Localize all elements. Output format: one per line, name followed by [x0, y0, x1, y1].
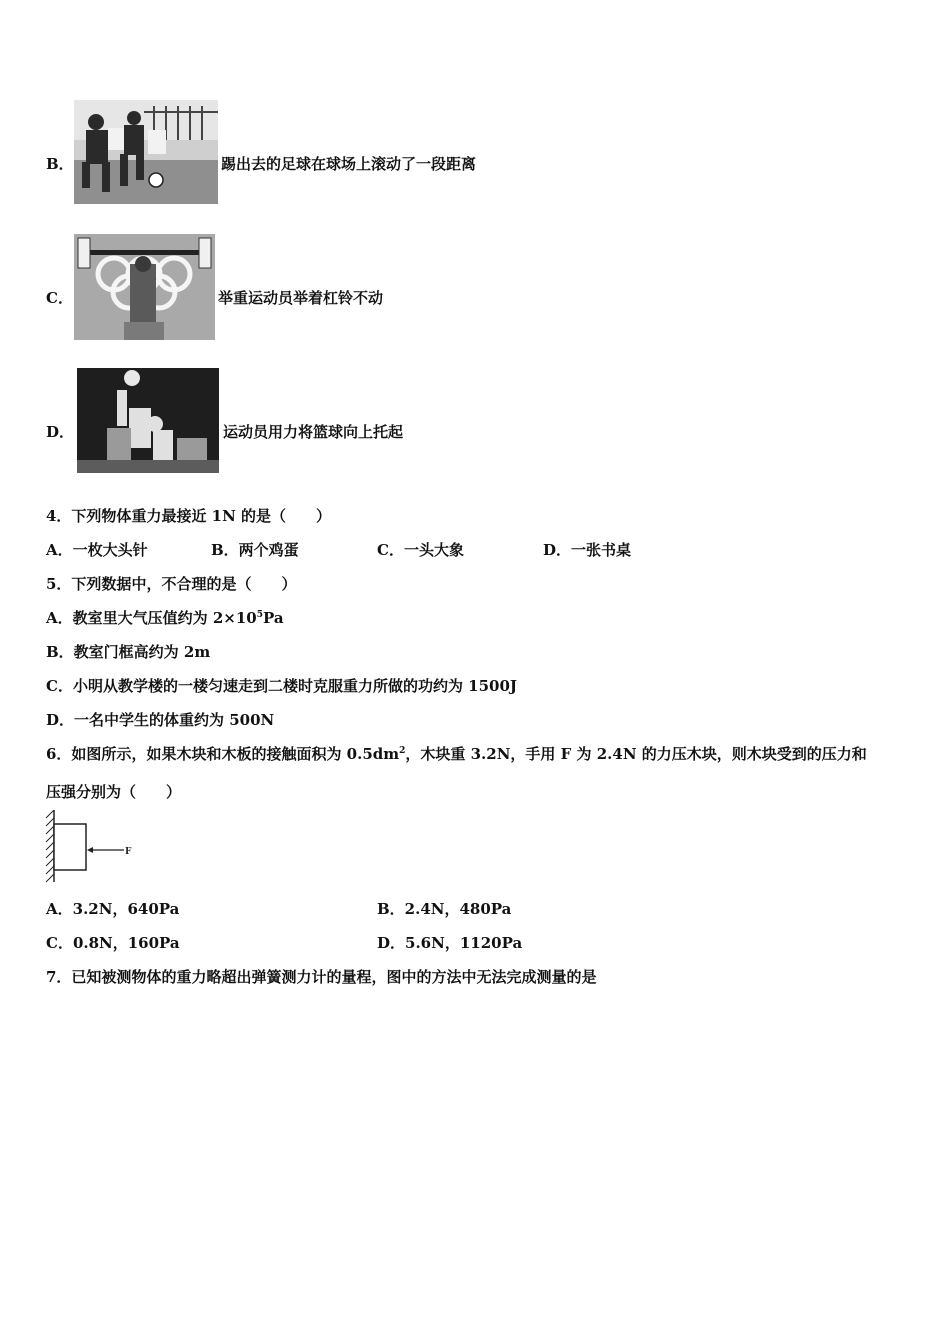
weightlifter-photo-icon	[74, 234, 215, 340]
q6-stem-line2: 压强分别为（ ）	[46, 783, 182, 801]
q3-option-d-letter: D．	[46, 423, 75, 441]
q3-option-d-text: 运动员用力将篮球向上托起	[223, 423, 404, 441]
q5-option-a-unit: Pa	[263, 609, 284, 627]
q4-stem: 4．下列物体重力最接近 1N 的是（ ）	[46, 507, 332, 525]
q4-option-d: D．一张书桌	[543, 541, 632, 559]
q6-option-c: C．0.8N，160Pa	[46, 934, 180, 952]
q6-force-diagram	[44, 810, 134, 884]
basketball-photo-icon	[77, 368, 219, 473]
q6-option-d: D．5.6N，1120Pa	[377, 934, 523, 952]
q5-option-d: D．一名中学生的体重约为 500N	[46, 711, 275, 729]
q6-diagram-block	[54, 824, 86, 870]
soccer-photo-icon	[74, 100, 218, 204]
q6-diagram-force-label: F	[125, 847, 132, 857]
q4-option-b: B．两个鸡蛋	[211, 541, 299, 559]
q5-stem: 5．下列数据中，不合理的是（ ）	[46, 575, 297, 593]
q6-stem-line1	[46, 743, 867, 764]
q5-option-a	[46, 607, 284, 628]
q7-stem: 7．已知被测物体的重力略超出弹簧测力计的量程，图中的方法中无法完成测量的是	[46, 968, 597, 986]
q6-option-b: B．2.4N，480Pa	[377, 900, 512, 918]
q4-option-a: A．一枚大头针	[46, 541, 148, 559]
q6-diagram-svg	[44, 810, 134, 884]
q3-option-b-text: 踢出去的足球在球场上滚动了一段距离	[221, 155, 477, 173]
q5-option-a-main: A．教室里大气压值约为 2×10	[46, 609, 257, 627]
q6-stem-main: 6．如图所示，如果木块和木板的接触面积为 0.5dm	[46, 745, 400, 763]
q6-diagram-arrowhead-icon	[87, 847, 93, 853]
q5-option-b: B．教室门框高约为 2m	[46, 643, 211, 661]
q3-option-c-letter: C．	[46, 289, 73, 307]
q6-option-a: A．3.2N，640Pa	[46, 900, 180, 918]
q6-stem-rest: ，木块重 3.2N，手用 F 为 2.4N 的力压木块，则木块受到的压力和	[405, 745, 867, 763]
q4-option-c: C．一头大象	[377, 541, 464, 559]
q5-option-c: C．小明从教学楼的一楼匀速走到二楼时克服重力所做的功约为 1500J	[46, 677, 518, 695]
q3-option-b-letter: B．	[46, 155, 74, 173]
q6-stem-exponent: 2	[399, 746, 406, 756]
q5-option-a-exponent: 5	[256, 610, 264, 620]
q3-option-c-text: 举重运动员举着杠铃不动	[218, 289, 384, 307]
q6-diagram-wall-hatching	[46, 810, 54, 882]
